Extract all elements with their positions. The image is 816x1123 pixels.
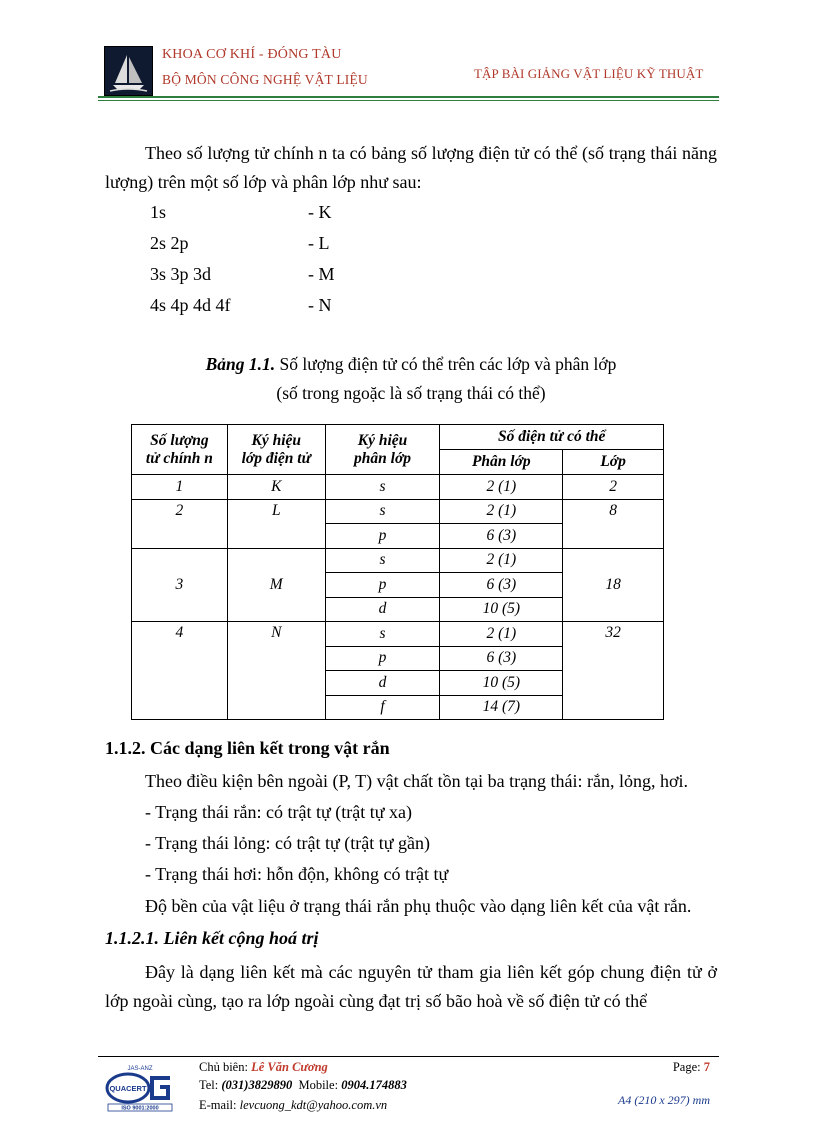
col-header-shell-line2: lớp điện tử: [241, 449, 311, 467]
cell-count: 2 (1): [440, 548, 563, 573]
col-header-subshell: [325, 425, 440, 475]
cell-subshell: s: [325, 499, 440, 524]
table-row: [132, 475, 664, 500]
paragraph: Theo điều kiện bên ngoài (P, T) vật chất tồn tại ba trạng thái: rắn, lỏng, hơi.: [145, 771, 689, 791]
footer-email: [199, 1098, 387, 1113]
intro-paragraph: Theo số lượng tử chính n ta có bảng số lượng điện tử có thể (số trạng thái năng lượng) trên một số lớp và phân lớp như sau:: [105, 143, 717, 192]
cell-count: 2 (1): [440, 475, 563, 500]
cell-count: 6 (3): [440, 573, 563, 598]
quacert-logo-text: QUACERT: [109, 1084, 147, 1093]
shell-list-item: - K: [308, 202, 332, 222]
table-caption: [105, 354, 717, 375]
cell-total: 8: [563, 499, 664, 548]
cell-total: 32: [563, 622, 664, 720]
col-header-n-line2: tử chính n: [145, 449, 213, 467]
header-rule: [98, 96, 719, 98]
footer-paper-size: A4 (210 x 297) mm: [618, 1093, 710, 1107]
header-course-title: TẬP BÀI GIẢNG VẬT LIỆU KỸ THUẬT: [474, 66, 704, 81]
bullet-item: - Trạng thái lỏng: có trật tự (trật tự gần): [145, 833, 430, 853]
shell-list-item: - N: [308, 295, 332, 315]
cell-n: 2: [132, 499, 228, 548]
paragraph: Đây là dạng liên kết mà các nguyên tử tham gia liên kết góp chung điện tử ở lớp ngoài cùng, tạo ra lớp ngoài cùng đạt trị số bão hoà về số điện tử có thể: [105, 962, 717, 1011]
cell-total: 2: [563, 475, 664, 500]
cell-subshell: f: [325, 695, 440, 720]
cell-count: 10 (5): [440, 671, 563, 696]
cell-subshell: p: [325, 573, 440, 598]
footer-email-value: levcuong_kdt@yahoo.com.vn: [239, 1098, 388, 1112]
cell-count: 2 (1): [440, 499, 563, 524]
cell-subshell: p: [325, 524, 440, 549]
cell-subshell: d: [325, 597, 440, 622]
col-header-shell: [227, 425, 325, 475]
cell-count: 2 (1): [440, 622, 563, 647]
electron-table: [131, 424, 664, 720]
header-faculty: KHOA CƠ KHÍ - ĐÓNG TÀU: [162, 47, 342, 62]
cell-subshell: p: [325, 646, 440, 671]
subshell-list-item: 2s 2p: [150, 233, 189, 253]
bullet-item: - Trạng thái hơi: hỗn độn, không có trật tự: [145, 864, 449, 884]
cell-shell: K: [227, 475, 325, 500]
subshell-list-item: 3s 3p 3d: [150, 264, 212, 284]
section-heading: 1.1.2. Các dạng liên kết trong vật rắn: [105, 738, 390, 758]
col-header-count-shell: Lớp: [563, 450, 664, 475]
cell-count: 6 (3): [440, 524, 563, 549]
cell-shell: L: [227, 499, 325, 548]
page-number: 7: [703, 1060, 710, 1074]
footer-editor-name: Lê Văn Cương: [251, 1060, 328, 1074]
shell-list-item: - M: [308, 264, 335, 284]
cell-total: 18: [563, 548, 664, 622]
quacert-iso-text: ISO 9001:2000: [121, 1105, 159, 1112]
table-caption-note: (số trong ngoặc là số trạng thái có thể): [276, 383, 546, 403]
header-department: BỘ MÔN CÔNG NGHỆ VẬT LIỆU: [162, 72, 368, 87]
subsection-heading: 1.1.2.1. Liên kết cộng hoá trị: [105, 928, 319, 948]
col-header-count: Số điện tử có thể: [440, 425, 664, 450]
cell-n: 1: [132, 475, 228, 500]
col-header-shell-line1: Ký hiệu: [251, 431, 302, 449]
cell-subshell: d: [325, 671, 440, 696]
table-row: [132, 499, 664, 524]
table-caption-label: Bảng 1.1.: [205, 354, 276, 374]
footer-mobile: 0904.174883: [341, 1078, 407, 1092]
cell-n: 4: [132, 622, 228, 720]
table-caption-text: Số lượng điện tử có thể trên các lớp và phân lớp: [275, 354, 617, 374]
footer-editor-label: Chủ biên:: [199, 1060, 252, 1074]
col-header-count-subshell: Phân lớp: [440, 450, 563, 475]
footer-tel: (031)3829890: [221, 1078, 293, 1092]
header-rule-thin: [98, 100, 719, 101]
bullet-item: - Trạng thái rắn: có trật tự (trật tự xa): [145, 802, 412, 822]
footer-email-label: E-mail:: [199, 1098, 240, 1112]
cell-shell: M: [227, 548, 325, 622]
table-row: [132, 548, 664, 573]
quacert-logo: [104, 1062, 176, 1112]
subshell-list-item: 1s: [150, 202, 167, 222]
cell-subshell: s: [325, 548, 440, 573]
paragraph: Độ bền của vật liệu ở trạng thái rắn phụ thuộc vào dạng liên kết của vật rắn.: [145, 896, 692, 916]
col-header-n: [132, 425, 228, 475]
cell-count: 6 (3): [440, 646, 563, 671]
subshell-list-item: 4s 4p 4d 4f: [150, 295, 231, 315]
cell-shell: N: [227, 622, 325, 720]
col-header-subshell-line2: phân lớp: [354, 449, 412, 467]
table-row: [132, 622, 664, 647]
cell-count: 14 (7): [440, 695, 563, 720]
footer-editor: [199, 1060, 328, 1075]
cell-n: 3: [132, 548, 228, 622]
col-header-n-line1: Số lượng: [150, 431, 209, 449]
footer-page: [560, 1060, 710, 1075]
col-header-subshell-line1: Ký hiệu: [357, 431, 408, 449]
school-logo: [104, 46, 153, 96]
footer-phone: [199, 1078, 407, 1093]
quacert-logo-top-text: JAS-ANZ: [127, 1066, 153, 1072]
cell-subshell: s: [325, 475, 440, 500]
footer-mobile-label: Mobile:: [292, 1078, 342, 1092]
cell-subshell: s: [325, 622, 440, 647]
cell-count: 10 (5): [440, 597, 563, 622]
footer-page-label: Page:: [672, 1060, 704, 1074]
shell-list-item: - L: [308, 233, 330, 253]
footer-rule: [98, 1056, 719, 1057]
footer-tel-label: Tel:: [199, 1078, 222, 1092]
